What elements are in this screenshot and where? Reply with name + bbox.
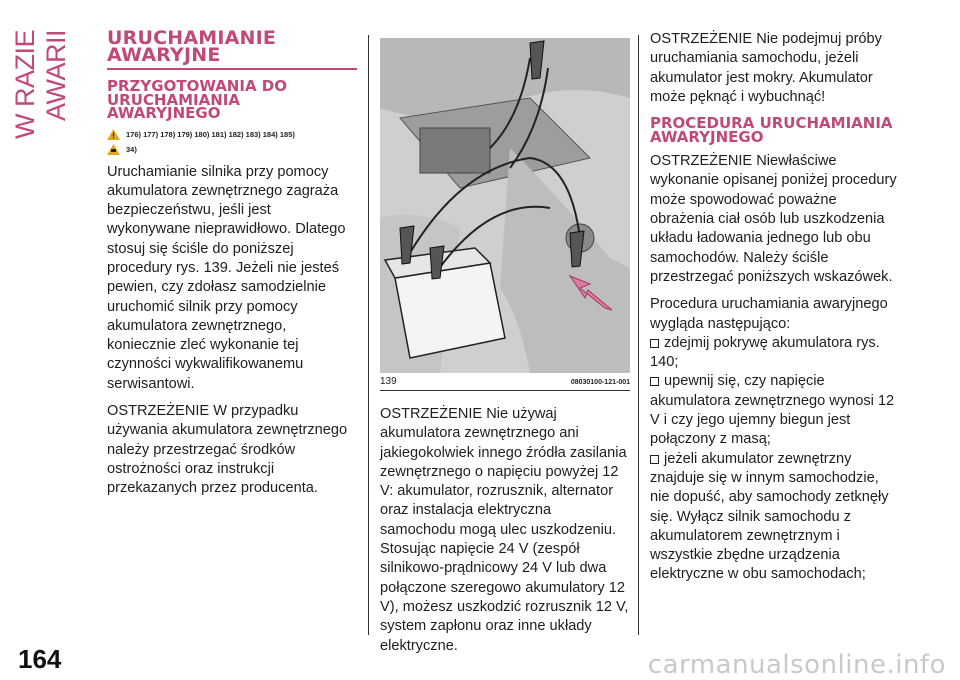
section-side-title: W RAZIE AWARII <box>10 30 71 139</box>
procedure-heading: PROCEDURA URUCHAMIANIA AWARYJNEGO <box>650 114 893 146</box>
heading-rule <box>107 68 357 70</box>
subsection-heading: PRZYGOTOWANIA DO URUCHAMIANIA AWARYJNEGO <box>107 77 287 122</box>
wet-battery-warning: OSTRZEŻENIE Nie podejmuj próby uruchamiania samochodu, jeżeli akumulator jest mokry. Akumulator może pęknąć i wybuchnąć! <box>650 31 882 105</box>
figure-139-jump-start <box>380 38 630 373</box>
list-item-text: zdejmij pokrywę akumulatora rys. 140; <box>650 334 880 371</box>
caution-triangle-icon <box>107 144 120 155</box>
figure-caption <box>380 376 630 391</box>
figure-number: 139 <box>380 376 397 387</box>
page-number: 164 <box>18 644 62 674</box>
figure-code: 08030100-121-001 <box>570 379 630 386</box>
list-item <box>650 334 900 373</box>
warning-reference-numbers: 176) 177) 178) 179) 180) 181) 182) 183) 184) 185) <box>126 129 295 139</box>
warning-triangle-icon <box>107 129 120 140</box>
section-heading: URUCHAMIANIE AWARYJNE <box>107 27 277 66</box>
warning-reference-row <box>107 129 357 140</box>
procedure-warning: OSTRZEŻENIE Niewłaściwe wykonanie opisanej poniżej procedury może spowodować poważne obrażenia ciał osób lub uszkodzenia układu ładowania jednego lub obu samochodów. Należy ściśle przestrzegać poniższych wskazówek. <box>650 153 897 285</box>
list-item-text: upewnij się, czy napięcie akumulatora zewnętrznego wynosi 12 V i czy jego ujemny biegun jest połączony z masą; <box>650 373 895 448</box>
column-1 <box>107 27 357 507</box>
checkbox-bullet-icon <box>650 455 659 464</box>
jump-start-illustration <box>380 38 630 373</box>
warning-paragraph: OSTRZEŻENIE W przypadku używania akumulatora zewnętrznego należy przestrzegać środków ostrożności oraz instrukcji przekazanych przez producenta. <box>107 403 348 497</box>
voltage-warning-paragraph: OSTRZEŻENIE Nie używaj akumulatora zewnętrznego ani jakiegokolwiek innego źródła zasilania zewnętrznego o napięciu powyżej 12 V: akumulator, rozrusznik, alternator oraz instalacja elektryczna samochodu mogą ulec uszkodzeniu. Stosując napięcie 24 V (zespół silnikowo-prądnicowy 24 V lub dwa połączone szeregowo akumulatory 12 V), możesz uszkodzić rozrusznik 12 V, system zapłonu oraz inne układy elektryczne. <box>380 406 629 654</box>
column-3 <box>650 30 900 593</box>
list-item <box>650 450 900 585</box>
column-2 <box>380 32 630 664</box>
checkbox-bullet-icon <box>650 377 659 386</box>
list-item-text: jeżeli akumulator zewnętrzny znajduje się w innym samochodzie, nie dopuść, aby samochody zetknęły się. Wyłącz silnik samochodu z akumulatorem zewnętrznym i wszystkie zbędne urządzenia elektryczne w obu samochodach; <box>650 450 889 583</box>
list-item <box>650 372 900 449</box>
column-divider <box>368 35 369 635</box>
column-divider <box>638 35 639 635</box>
watermark: carmanualsonline.info <box>647 650 946 680</box>
caution-reference-row <box>107 144 357 155</box>
procedure-intro: Procedura uruchamiania awaryjnego wygląda następująco: <box>650 296 888 332</box>
caution-reference-numbers: 34) <box>126 144 137 154</box>
intro-paragraph: Uruchamianie silnika przy pomocy akumulatora zewnętrznego zagraża bezpieczeństwu, jeśli jest wykonywane nieprawidłowo. Dlatego stosuj się ściśle do poniższej procedury rys. 139. Jeżeli nie jesteś pewien, czy zdołasz samodzielnie uruchomić silnik przy pomocy akumulatora zewnętrznego, koniecznie zleć wykonanie tej czynności wykwalifikowanemu serwisantowi. <box>107 163 346 392</box>
checkbox-bullet-icon <box>650 339 659 348</box>
